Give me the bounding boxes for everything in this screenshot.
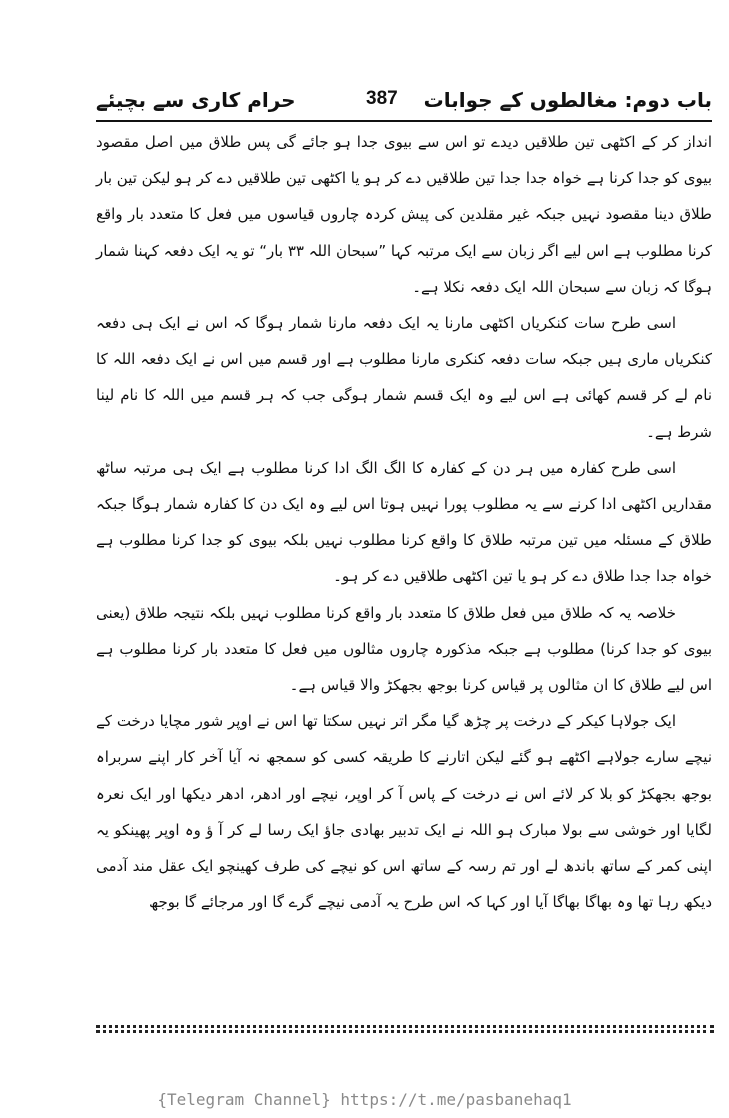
- paragraph-4: خلاصہ یہ کہ طلاق میں فعل طلاق کا متعدد بار واقع کرنا مطلوب نہیں بلکہ نتیجہ طلاق (یعنی بیوی کو جدا کرنا) مطلوب ہے جبکہ مذکورہ چاروں مثالوں میں فعل کا متعدد بار کرنا مطلوب ہے اس لیے طلاق کا ان مثالوں پر قیاس کرنا بوجھ بجھکڑ والا قیاس ہے۔: [96, 603, 712, 695]
- page-number: 387: [366, 88, 398, 109]
- paragraph-5: ایک جولاہا کیکر کے درخت پر چڑھ گیا مگر اتر نہیں سکتا تھا اس نے اوپر شور مچایا درخت کے نیچے سارے جولاہے اکٹھے ہو گئے لیکن اتارنے کا طریقہ کسی کو سمجھ نہ آیا آخر کار اپنے سربراہ بوجھ بجھکڑ کو بلا کر لائے اس نے درخت کے پاس آ کر اوپر، نیچے اور ادھر، ادھر دیکھا اور ایک نعرہ لگایا اور خوشی سے بولا مبارک ہو اللہ نے ایک تدبیر بھادی جاؤ ایک رسا لے کر آ ؤ وہ اوپر پھینکو یہ اپنی کمر کے ساتھ باندھ لے اور تم رسہ کے ساتھ اس کو نیچے کی طرف کھینچو ایک عقل مند آدمی دیکھ رہا تھا وہ بھاگا بھاگا آیا اور کہا کہ اس طرح یہ آدمی نیچے گرے گا اور مرجائے گا بوجھ: [96, 712, 712, 912]
- footer-dotted-rule-2: [96, 1030, 714, 1033]
- running-header: [96, 84, 712, 124]
- header-divider: [96, 120, 712, 122]
- paragraph-3: اسی طرح کفارہ میں ہر دن کے کفارہ کا الگ الگ ادا کرنا مطلوب ہے ایک ہی مرتبہ ساٹھ مقداریں اکٹھی ادا کرنے سے یہ مطلوب پورا نہیں ہوتا اس لیے وہ ایک دن کا کفارہ شمار ہوگا جبکہ طلاق کے مسئلہ میں تین مرتبہ طلاق کا واقع کرنا مطلوب نہیں بلکہ بیوی کو جدا کرنا مطلوب ہے خواہ جدا جدا طلاق دے کر ہو یا تین اکٹھی طلاقیں دے کر ہو۔: [96, 458, 712, 586]
- book-title: حرام کاری سے بچیئے: [96, 88, 296, 112]
- footer-dotted-rule: [96, 1025, 714, 1028]
- paragraph-1: انداز کر کے اکٹھی تین طلاقیں دیدے تو اس سے بیوی جدا ہو جائے گی پس طلاق میں اصل مقصود بیوی کو جدا کرنا ہے خواہ جدا جدا تین طلاقیں دے کر ہو یا اکٹھی تین طلاقیں دے کر ہو لیکن تین بار طلاق دینا مقصود نہیں جبکہ غیر مقلدین کی پیش کردہ چاروں قیاسوں میں فعل کا متعدد بار واقع کرنا مطلوب ہے اس لیے اگر زبان سے ایک مرتبہ کہا ”سبحان اللہ ۳۳ بار“ تو یہ ایک دفعہ کہنا شمار ہوگا کہ زبان سے سبحان اللہ ایک دفعہ نکلا ہے۔: [96, 133, 712, 296]
- body-text: [96, 124, 712, 920]
- paragraph-2: اسی طرح سات کنکریاں اکٹھی مارنا یہ ایک دفعہ مارنا شمار ہوگا کہ اس نے ایک ہی دفعہ کنکریاں ماری ہیں جبکہ سات دفعہ کنکری مارنا مطلوب ہے اور قسم میں اس نے ایک دفعہ اللہ کا نام لے کر قسم کھائی ہے اس لیے وہ ایک قسم شمار ہوگی جب کہ ہر قسم میں اللہ کا نام لینا شرط ہے۔: [96, 314, 712, 441]
- telegram-watermark: {Telegram Channel} https://t.me/pasbanehaq1: [157, 1090, 572, 1109]
- chapter-title: باب دوم: مغالطوں کے جوابات: [423, 88, 712, 112]
